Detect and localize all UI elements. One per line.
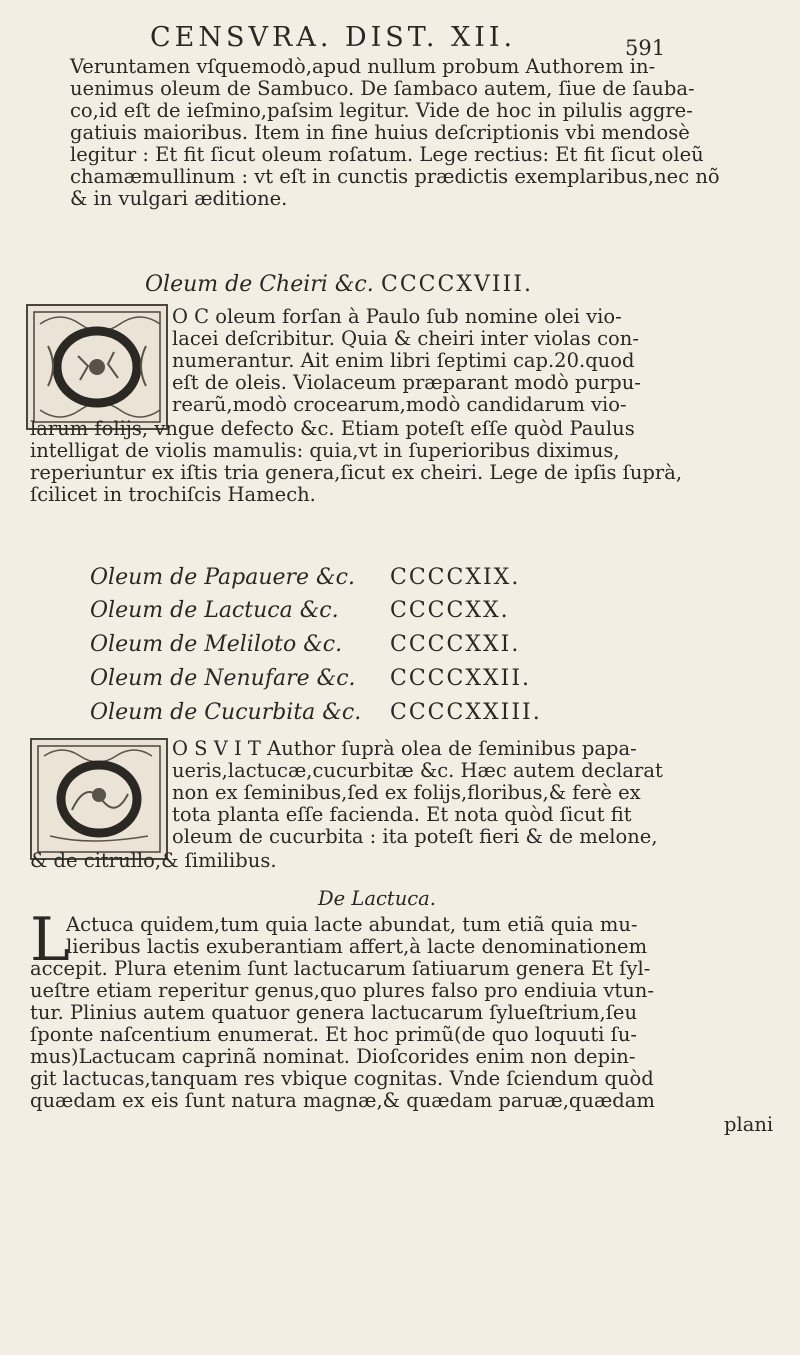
text-line: numerantur. Ait enim libri ſeptimi cap.20.quod bbox=[172, 349, 635, 372]
paragraph-1 bbox=[70, 56, 720, 210]
text-line: larum folijs, vngue defecto &c. Etiam poteſt eſſe quòd Paulus bbox=[30, 417, 635, 440]
paragraph-2 bbox=[30, 418, 682, 506]
text-line: ueris,lactucæ,cucurbitæ &c. Hæc autem declarat bbox=[172, 759, 663, 782]
heading-meliloto bbox=[90, 632, 521, 657]
text-line: intelligat de violis mamulis: quia,vt in ſuperioribus diximus, bbox=[30, 439, 620, 462]
text-line: eſt de oleis. Violaceum præparant modò purpu- bbox=[172, 371, 641, 394]
text-line: non ex ſeminibus,ſed ex folijs,floribus,& ferè ex bbox=[172, 781, 641, 804]
text-line: quædam ex eis ſunt natura magnæ,& quædam paruæ,quædam bbox=[30, 1089, 655, 1112]
heading-number: CCCCXVIII. bbox=[381, 272, 533, 297]
text-line: oleum de cucurbita : ita poteſt fieri & de melone, bbox=[172, 825, 658, 848]
text-line: tota planta eſſe facienda. Et nota quòd ſicut fit bbox=[172, 803, 632, 826]
running-title: CENSVRA. DIST. XII. bbox=[150, 22, 517, 53]
text-line: O S V I T Author ſuprà olea de ſeminibus papa- bbox=[172, 737, 637, 760]
text-line: mus)Lactucam caprinã nominat. Dioſcorides enim non depin- bbox=[30, 1045, 636, 1068]
text-line: Actuca quidem,tum quia lacte abundat, tum etiã quia mu- bbox=[66, 913, 638, 936]
text-line: legitur : Et fit ſicut oleum roſatum. Lege rectius: Et fit ſicut oleũ bbox=[70, 143, 704, 166]
text-line: ſcilicet in trochiſcis Hamech. bbox=[30, 483, 316, 506]
text-line: ſponte naſcentium enumerat. Et hoc primũ(de quo loquuti ſu- bbox=[30, 1023, 637, 1046]
text-line: & de citrullo,& ſimilibus. bbox=[30, 849, 277, 872]
text-line: accepit. Plura etenim ſunt lactucarum ſatiuarum genera Et ſyl- bbox=[30, 957, 651, 980]
page-number: 591 bbox=[625, 36, 666, 60]
heading-title: Oleum de Papauere &c. bbox=[90, 565, 355, 590]
text-line: lacei deſcribitur. Quia & cheiri inter violas con- bbox=[172, 327, 639, 350]
paragraph-3 bbox=[30, 850, 277, 872]
text-line: chamæmullinum : vt eſt in cunctis prædictis exemplaribus,nec nõ bbox=[70, 165, 720, 188]
paragraph-3-wrapped bbox=[172, 738, 663, 848]
text-line: gatiuis maioribus. Item in fine huius deſcriptionis vbi mendosè bbox=[70, 121, 690, 144]
heading-number: CCCCXX. bbox=[390, 598, 510, 623]
text-line: tur. Plinius autem quatuor genera lactucarum ſylueſtrium,ſeu bbox=[30, 1001, 638, 1024]
text-line: rearũ,modò crocearum,modò candidarum vio- bbox=[172, 393, 627, 416]
heading-number: CCCCXXI. bbox=[390, 632, 521, 657]
woodcut-initial-o-icon bbox=[26, 304, 168, 430]
heading-title: Oleum de Nenufare &c. bbox=[90, 666, 356, 691]
heading-lactuca bbox=[90, 598, 510, 623]
heading-nenufare bbox=[90, 666, 532, 691]
text-line: reperiuntur ex iſtis tria genera,ſicut ex cheiri. Lege de ipſis ſuprà, bbox=[30, 461, 683, 484]
sub-heading: De Lactuca. bbox=[318, 887, 437, 910]
heading-number: CCCCXXIII. bbox=[390, 700, 542, 725]
catchword: plani bbox=[724, 1113, 774, 1136]
heading-title: Oleum de Lactuca &c. bbox=[90, 598, 339, 623]
heading-cucurbita bbox=[90, 700, 542, 725]
heading-number: CCCCXXII. bbox=[390, 666, 532, 691]
heading-title: Oleum de Cheiri &c. bbox=[145, 272, 374, 297]
woodcut-initial-o-icon bbox=[30, 738, 168, 860]
drop-cap: L bbox=[30, 905, 70, 975]
heading-title: Oleum de Meliloto &c. bbox=[90, 632, 343, 657]
paragraph-2-wrapped bbox=[172, 306, 641, 416]
text-line: lieribus lactis exuberantiam affert,à lacte denominationem bbox=[66, 935, 648, 958]
heading-title: Oleum de Cucurbita &c. bbox=[90, 700, 362, 725]
text-line: uenimus oleum de Sambuco. De ſambaco autem, ſiue de ſauba- bbox=[70, 77, 695, 100]
text-line: ueſtre etiam reperitur genus,quo plures falso pro endiuia vtun- bbox=[30, 979, 654, 1002]
heading-papauere bbox=[90, 565, 521, 590]
paragraph-4-first-lines bbox=[66, 914, 647, 958]
text-line: Veruntamen vſquemodò,apud nullum probum Authorem in- bbox=[70, 55, 656, 78]
paragraph-4 bbox=[30, 958, 655, 1112]
section-heading-cheiri bbox=[145, 272, 533, 297]
text-line: co,id eſt de ieſmino,paſsim legitur. Vide de hoc in pilulis aggre- bbox=[70, 99, 693, 122]
text-line: git lactucas,tanquam res vbique cognitas. Vnde ſciendum quòd bbox=[30, 1067, 654, 1090]
heading-number: CCCCXIX. bbox=[390, 565, 521, 590]
text-line: & in vulgari æditione. bbox=[70, 187, 288, 210]
text-line: O C oleum forſan à Paulo ſub nomine olei vio- bbox=[172, 305, 622, 328]
